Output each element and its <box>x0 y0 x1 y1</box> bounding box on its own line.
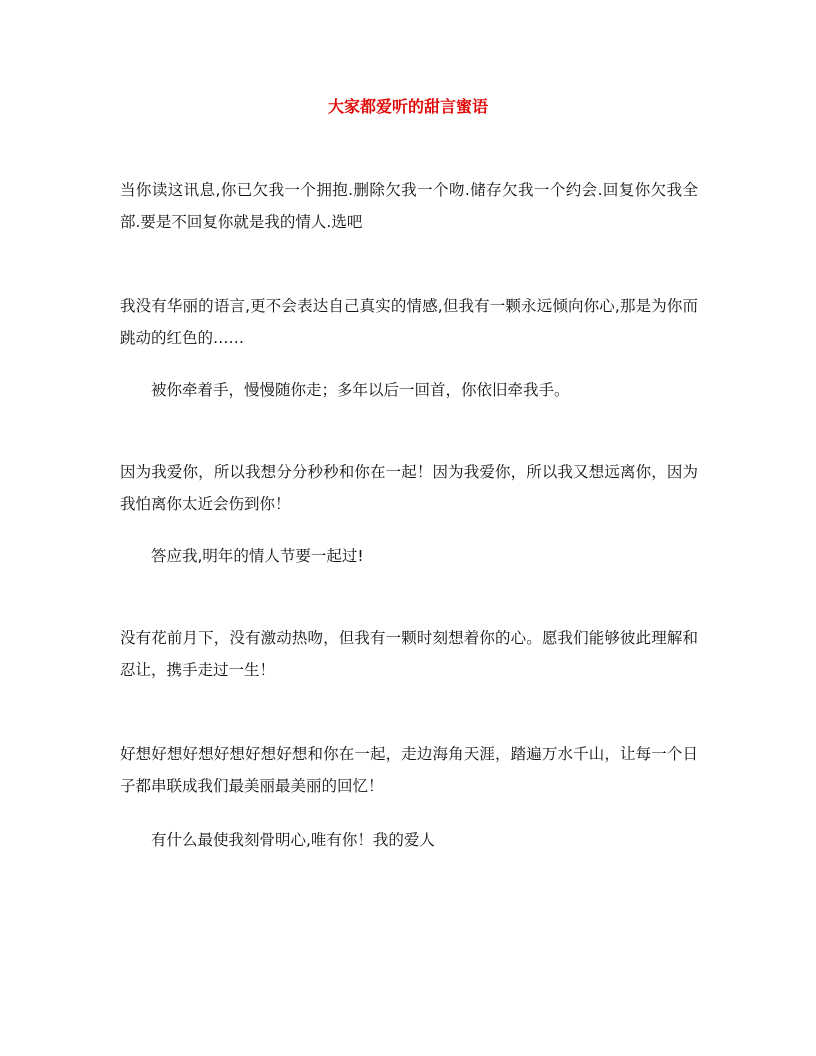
paragraph-8: 有什么最使我刻骨明心,唯有你！我的爱人 <box>151 831 435 849</box>
paragraph-6: 没有花前月下，没有激动热吻，但我有一颗时刻想着你的心。愿我们能够彼此理解和忍让，携手走过一生！ <box>120 629 698 679</box>
paragraph-5: 答应我,明年的情人节要一起过! <box>151 547 364 565</box>
paragraph-2: 我没有华丽的语言,更不会表达自己真实的情感,但我有一颗永远倾向你心,那是为你而跳动的红色的…… <box>120 297 698 347</box>
paragraph-4: 因为我爱你，所以我想分分秒秒和你在一起！因为我爱你，所以我又想远离你，因为我怕离你太近会伤到你！ <box>120 463 698 513</box>
document-title: 大家都爱听的甜言蜜语 <box>327 97 488 116</box>
paragraph-1: 当你读这讯息,你已欠我一个拥抱.删除欠我一个吻.储存欠我一个约会.回复你欠我全部.要是不回复你就是我的情人.选吧 <box>120 181 698 231</box>
paragraph-7: 好想好想好想好想好想好想和你在一起，走边海角天涯，踏遍万水千山，让每一个日子都串联成我们最美丽最美丽的回忆！ <box>120 745 698 795</box>
paragraph-3: 被你牵着手，慢慢随你走；多年以后一回首，你依旧牵我手。 <box>151 381 570 399</box>
